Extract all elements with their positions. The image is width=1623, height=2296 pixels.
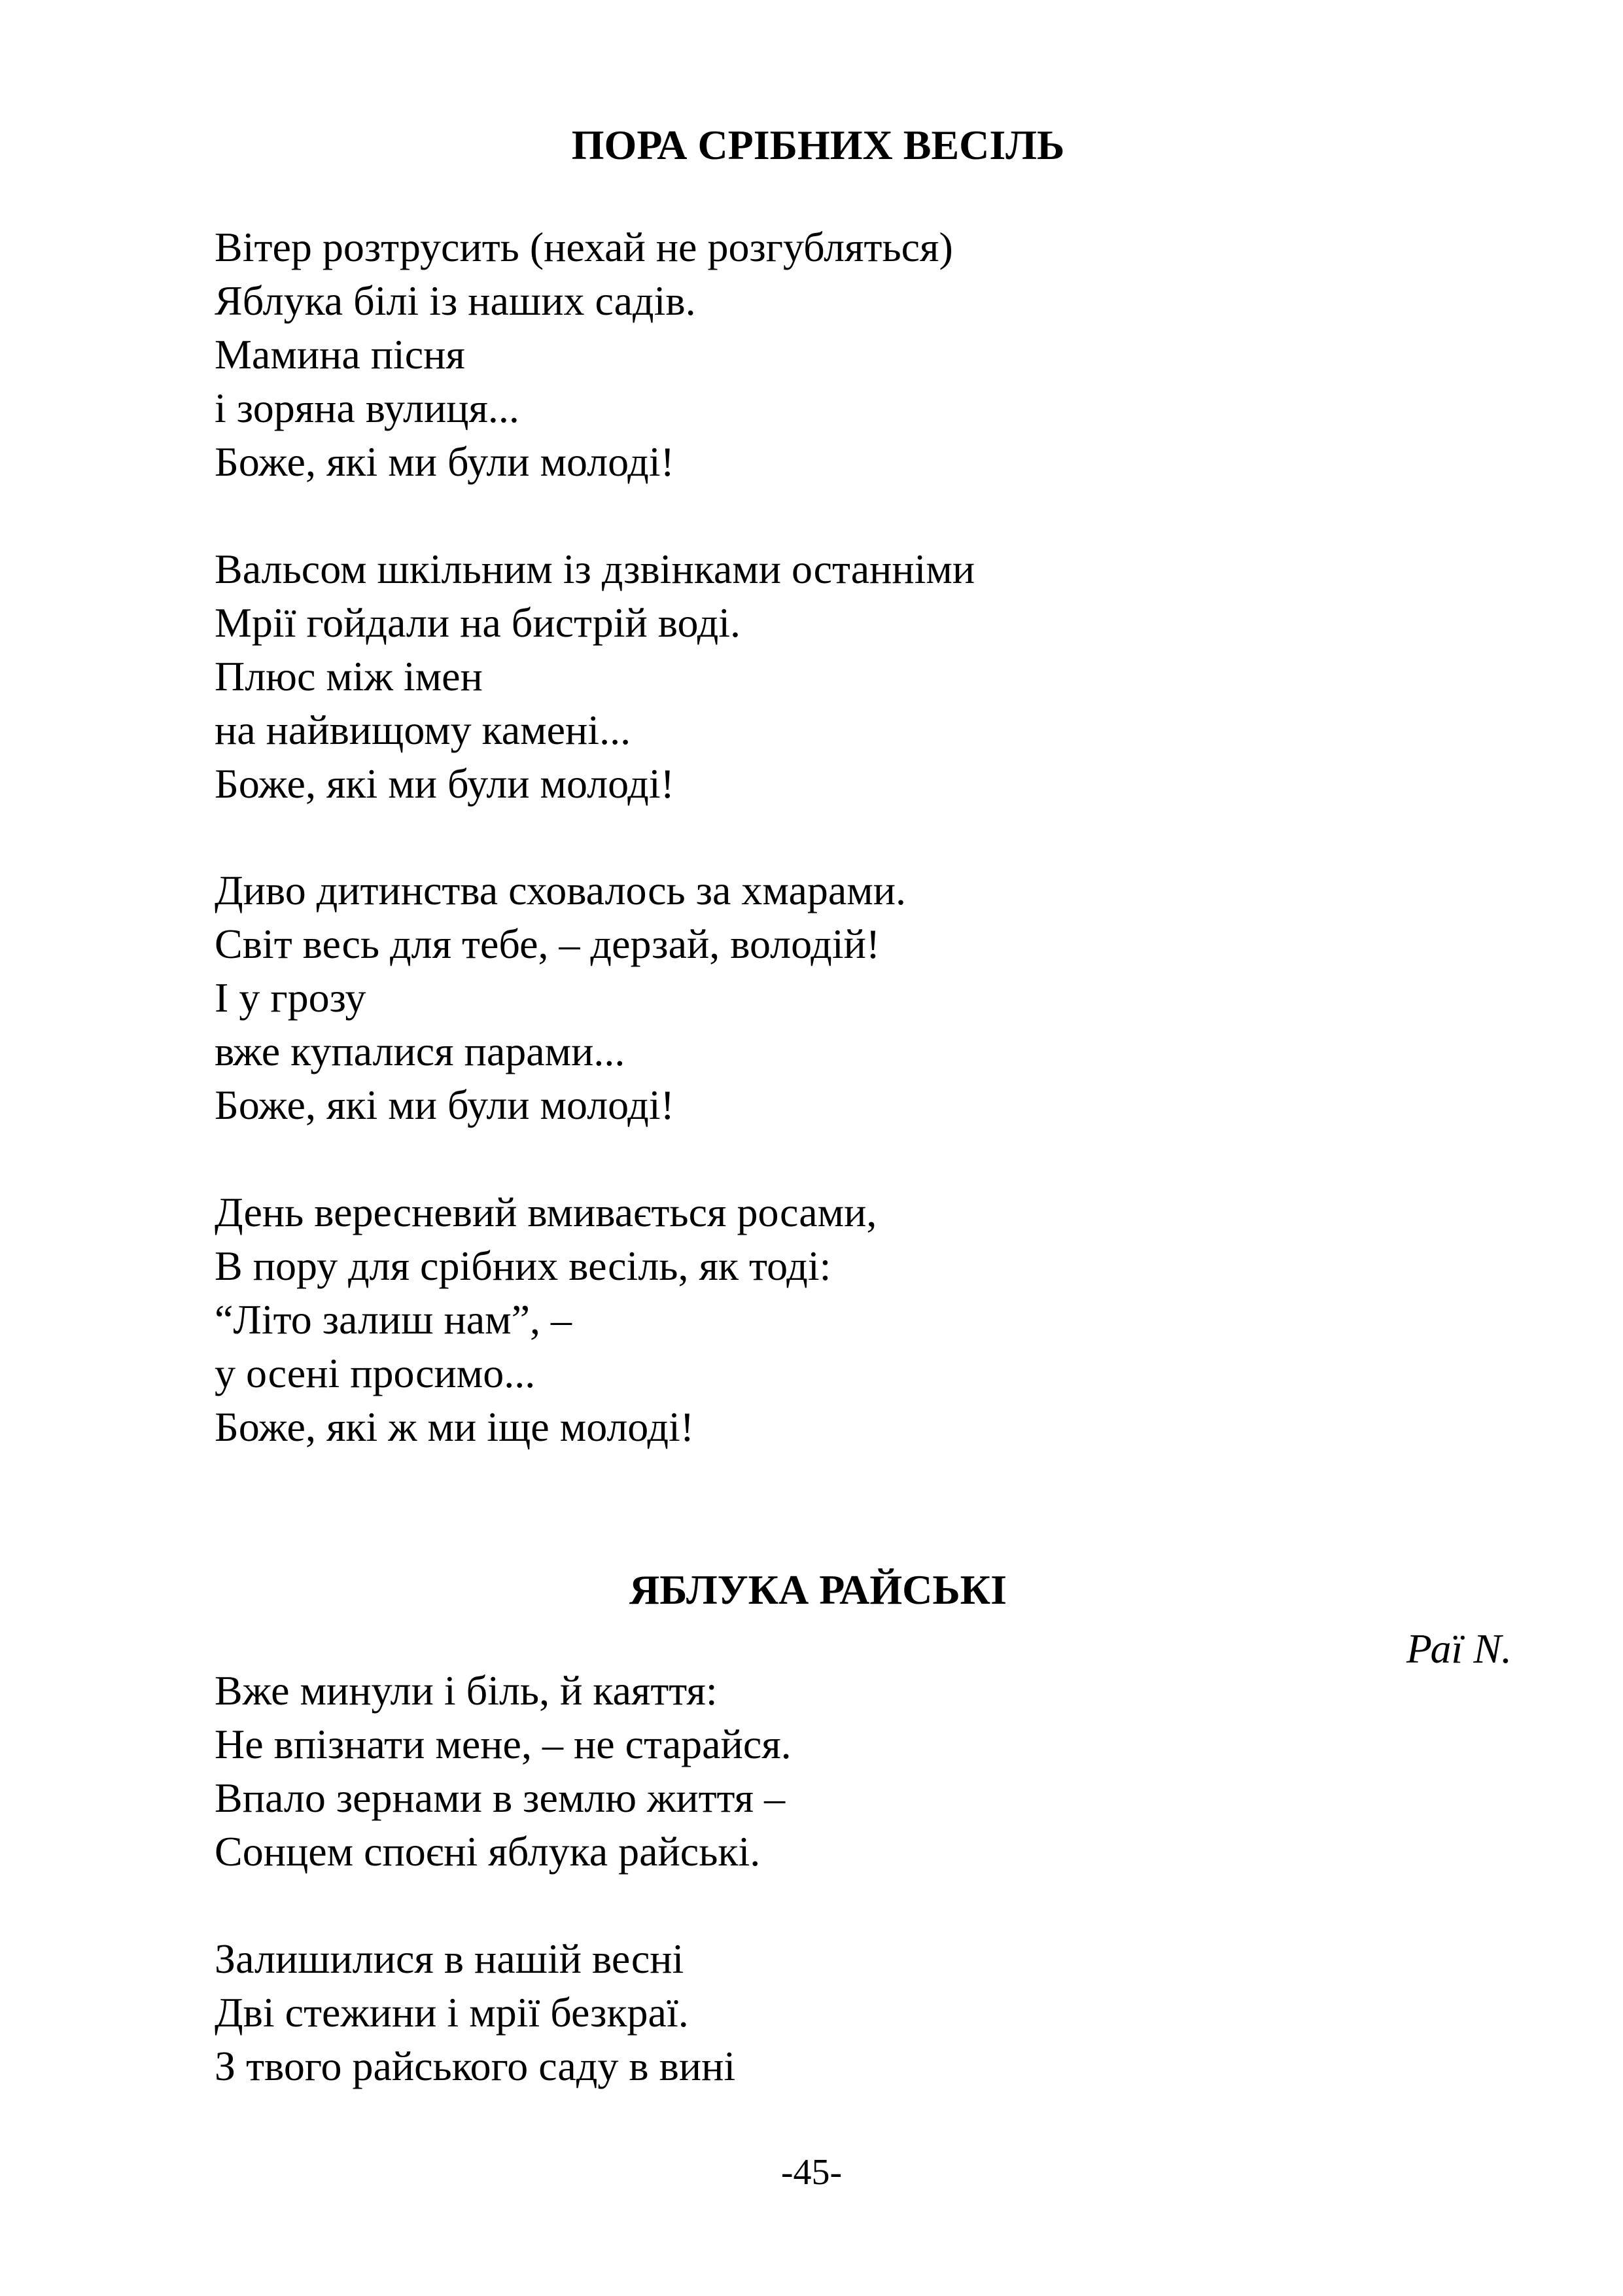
poem-line: у осені просимо... [215,1350,536,1396]
poem-title: ЯБЛУКА РАЙСЬКІ [629,1566,1007,1613]
poem-line: В пору для срібних весіль, як тоді: [215,1243,831,1289]
poem-line: Боже, які ми були молоді! [215,1082,674,1128]
poem-line: Дві стежини і мрії безкраї. [215,1989,689,2036]
poem-line: Яблука білі із наших садів. [215,277,696,324]
poem-title: ПОРА СРІБНИХ ВЕСІЛЬ [571,122,1065,168]
poem-line: “Літо залиш нам”, – [215,1296,572,1343]
stanza [215,1186,1457,1454]
poem-line: Залишилися в нашій весні [215,1935,684,1982]
poem-body [215,221,1457,489]
poem-line: І у грозу [215,974,366,1021]
poem-line: Боже, які ж ми іще молоді! [215,1404,695,1450]
poem-line: Світ весь для тебе, – дерзай, володій! [215,921,881,967]
stanza [215,221,1457,489]
poem-line: Боже, які ми були молоді! [215,760,674,807]
poem-line: День вересневий вмивається росами, [215,1189,877,1235]
poem-line: Вальсом шкільним із дзвінками останніми [215,546,975,592]
poem-line: вже купалися парами... [215,1028,625,1074]
poem-line: Мрії гойдали на бистрій воді. [215,599,741,646]
poem-line: і зоряна вулиця... [215,385,519,431]
poem-body [215,1932,1457,2093]
stanza [215,864,1457,1132]
poem-body [215,542,1457,811]
poem-line: на найвищому камені... [215,707,631,753]
page-number: -45- [780,2152,843,2193]
poem-body [215,1664,1457,1879]
poem-line: Впало зернами в землю життя – [215,1775,786,1821]
dedication: Раї N. [1406,1625,1512,1672]
poem-line: Плюс між імен [215,653,483,699]
stanza [215,1932,1457,2093]
poem-line: Не впізнати мене, – не старайся. [215,1721,792,1767]
poem-line: Мамина пісня [215,331,465,378]
poem-body [215,1186,1457,1454]
poem-line: З твого райського саду в вині [215,2043,736,2089]
poem-line: Диво дитинства сховалось за хмарами. [215,867,907,913]
stanza [215,1664,1457,1879]
poem-line: Вітер розтрусить (нехай не розгубляться) [215,224,953,270]
stanza [215,542,1457,811]
poem-line: Сонцем споєні яблука райські. [215,1828,761,1875]
poem-line: Вже минули і біль, й каяття: [215,1667,718,1714]
poem-body [215,864,1457,1132]
poem-line: Боже, які ми були молоді! [215,438,674,485]
